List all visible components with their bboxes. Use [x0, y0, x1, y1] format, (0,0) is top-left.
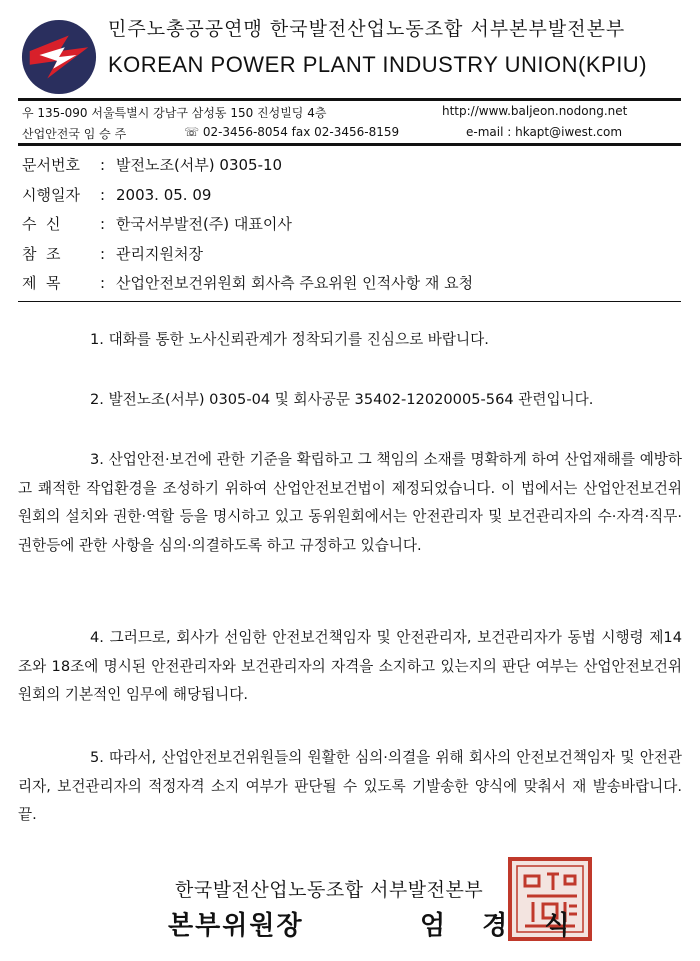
body-paragraph-3: 3. 산업안전·보건에 관한 기준을 확립하고 그 책임의 소재를 명확하게 하여 산업재해를 예방하고 쾌적한 작업환경을 조성하기 위하여 산업안전보건법이 제정되었습니다. 이 법에서는 산업안전보건위원회의 설치와 권한·역할 등을 명시하고 있고 동위원회에서는 안전관리자 및 보건관리자의 수·자격·직무·권한등에 관한 사항을 심의·의결하도록 하고 규정하고 있습니다. — [18, 451, 682, 554]
meta-label: 참 조 — [22, 245, 61, 263]
union-logo-icon — [20, 18, 98, 96]
body-paragraph-4: 4. 그러므로, 회사가 선임한 안전보건책임자 및 안전관리자, 보건관리자가 동법 시행령 제14조와 18조에 명시된 안전관리자와 보건관리자의 자격을 소지하고 있는지의 판단 여부는 산업안전보건위원회의 기본적인 임무에 해당됩니다. — [18, 629, 682, 703]
meta-label: 수 신 — [22, 215, 61, 233]
body-paragraph-2: 2. 발전노조(서부) 0305-04 및 회사공문 35402-12020005-564 관련입니다. — [90, 391, 594, 408]
meta-recipient: 수 신 : 한국서부발전(주) 대표이사 — [22, 215, 292, 233]
signer-name: 엄 경 식 — [420, 911, 584, 941]
meta-value: 한국서부발전(주) 대표이사 — [116, 215, 292, 233]
meta-doc-number: 문서번호 : 발전노조(서부) 0305-10 — [22, 156, 283, 174]
signer-organization: 한국발전산업노동조합 서부발전본부 — [175, 879, 484, 901]
address-text: 우 135-090 서울특별시 강남구 삼성동 150 진성빌딩 4층 — [22, 106, 327, 120]
meta-value: 관리지원처장 — [116, 245, 203, 263]
signer-title: 본부위원장 — [168, 911, 304, 941]
org-name-english: KOREAN POWER PLANT INDUSTRY UNION(KPIU) — [108, 52, 648, 77]
body-paragraph-5: 5. 따라서, 산업안전보건위원들의 원활한 심의·의결을 위해 회사의 안전보건책임자 및 안전관리자, 보건관리자의 적정자격 소지 여부가 판단될 수 있도록 기발송한 양식에 맞춰서 재 발송바랍니다. 끝. — [18, 749, 682, 823]
meta-label: 시행일자 — [22, 186, 80, 204]
meta-reference: 참 조 : 관리지원처장 — [22, 245, 203, 263]
org-name-korean: 민주노총공공연맹 한국발전산업노동조합 서부본부발전본부 — [108, 18, 626, 40]
header-rule-bottom — [18, 143, 681, 146]
email-link[interactable]: e-mail : hkapt@iwest.com — [466, 125, 623, 139]
phone-fax: ☏ 02-3456-8054 fax 02-3456-8159 — [184, 125, 400, 139]
meta-date: 시행일자 : 2003. 05. 09 — [22, 186, 212, 204]
meta-rule — [18, 301, 681, 302]
meta-label: 제 목 — [22, 274, 61, 292]
header-rule-top — [18, 98, 681, 101]
meta-value: 산업안전보건위원회 회사측 주요위원 인적사항 재 요청 — [116, 274, 474, 292]
body-paragraph-1: 1. 대화를 통한 노사신뢰관계가 정착되기를 진심으로 바랍니다. — [90, 331, 489, 348]
website-link[interactable]: http://www.baljeon.nodong.net — [442, 104, 628, 118]
meta-label: 문서번호 — [22, 156, 80, 174]
meta-value: 발전노조(서부) 0305-10 — [116, 156, 283, 174]
meta-value: 2003. 05. 09 — [116, 186, 212, 204]
meta-subject: 제 목 : 산업안전보건위원회 회사측 주요위원 인적사항 재 요청 — [22, 274, 474, 292]
contact-person: 산업안전국 임 승 주 — [22, 127, 127, 141]
